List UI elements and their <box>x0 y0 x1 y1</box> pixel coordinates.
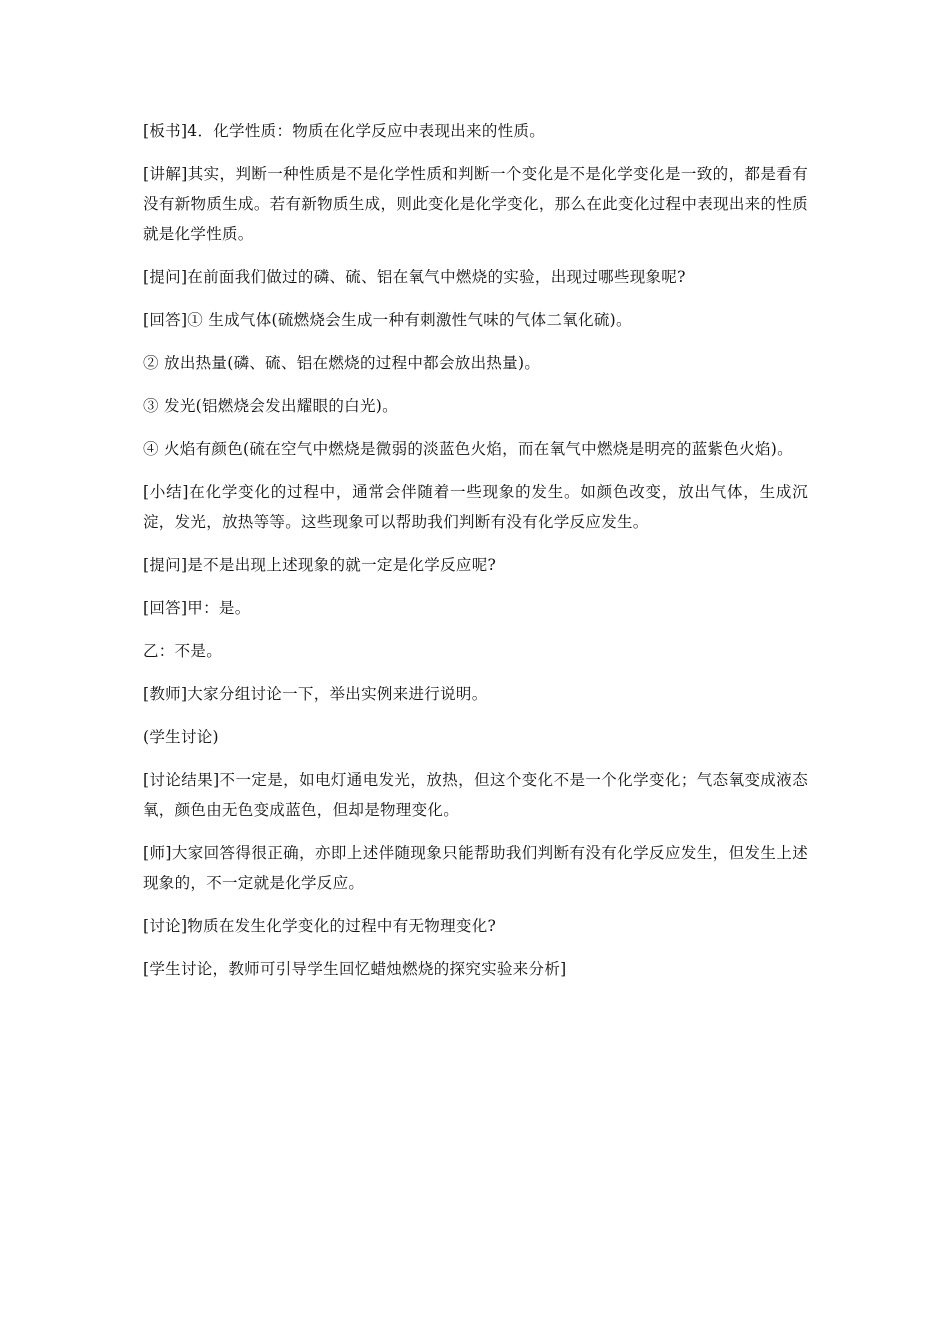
paragraph-answer-a: [回答]甲：是。 <box>143 599 251 617</box>
paragraph-discussion-question: [讨论]物质在发生化学变化的过程中有无物理变化? <box>143 917 497 935</box>
paragraph-answer-4: ④ 火焰有颜色(硫在空气中燃烧是微弱的淡蓝色火焰，而在氧气中燃烧是明亮的蓝紫色火焰)。 <box>143 440 793 458</box>
paragraph-teacher-comment: [师]大家回答得很正确，亦即上述伴随现象只能帮助我们判断有没有化学反应发生，但发生上述现象的，不一定就是化学反应。 <box>143 844 808 892</box>
paragraph-answer-1: [回答]① 生成气体(硫燃烧会生成一种有刺激性气味的气体二氧化硫)。 <box>143 311 632 329</box>
paragraph-answer-2: ② 放出热量(磷、硫、铝在燃烧的过程中都会放出热量)。 <box>143 354 541 372</box>
paragraph-board-note: [板书]4．化学性质：物质在化学反应中表现出来的性质。 <box>143 122 546 140</box>
paragraph-summary: [小结]在化学变化的过程中，通常会伴随着一些现象的发生。如颜色改变，放出气体，生成沉淀，发光，放热等等。这些现象可以帮助我们判断有没有化学反应发生。 <box>143 483 808 531</box>
paragraph-teacher: [教师]大家分组讨论一下，举出实例来进行说明。 <box>143 685 488 703</box>
paragraph-question-2: [提问]是不是出现上述现象的就一定是化学反应呢? <box>143 556 497 574</box>
paragraph-discussion-result: [讨论结果]不一定是，如电灯通电发光，放热，但这个变化不是一个化学变化；气态氧变成液态氧，颜色由无色变成蓝色，但却是物理变化。 <box>143 771 808 819</box>
paragraph-lecture: [讲解]其实，判断一种性质是不是化学性质和判断一个变化是不是化学变化是一致的，都是看有没有新物质生成。若有新物质生成，则此变化是化学变化，那么在此变化过程中表现出来的性质就是化学性质。 <box>143 165 808 243</box>
paragraph-question-1: [提问]在前面我们做过的磷、硫、铝在氧气中燃烧的实验，出现过哪些现象呢? <box>143 268 686 286</box>
paragraph-guidance: [学生讨论，教师可引导学生回忆蜡烛燃烧的探究实验来分析] <box>143 960 567 978</box>
paragraph-student-discussion: (学生讨论) <box>143 728 219 746</box>
paragraph-answer-b: 乙：不是。 <box>143 642 223 660</box>
document-body <box>143 116 808 997</box>
paragraph-answer-3: ③ 发光(铝燃烧会发出耀眼的白光)。 <box>143 397 398 415</box>
